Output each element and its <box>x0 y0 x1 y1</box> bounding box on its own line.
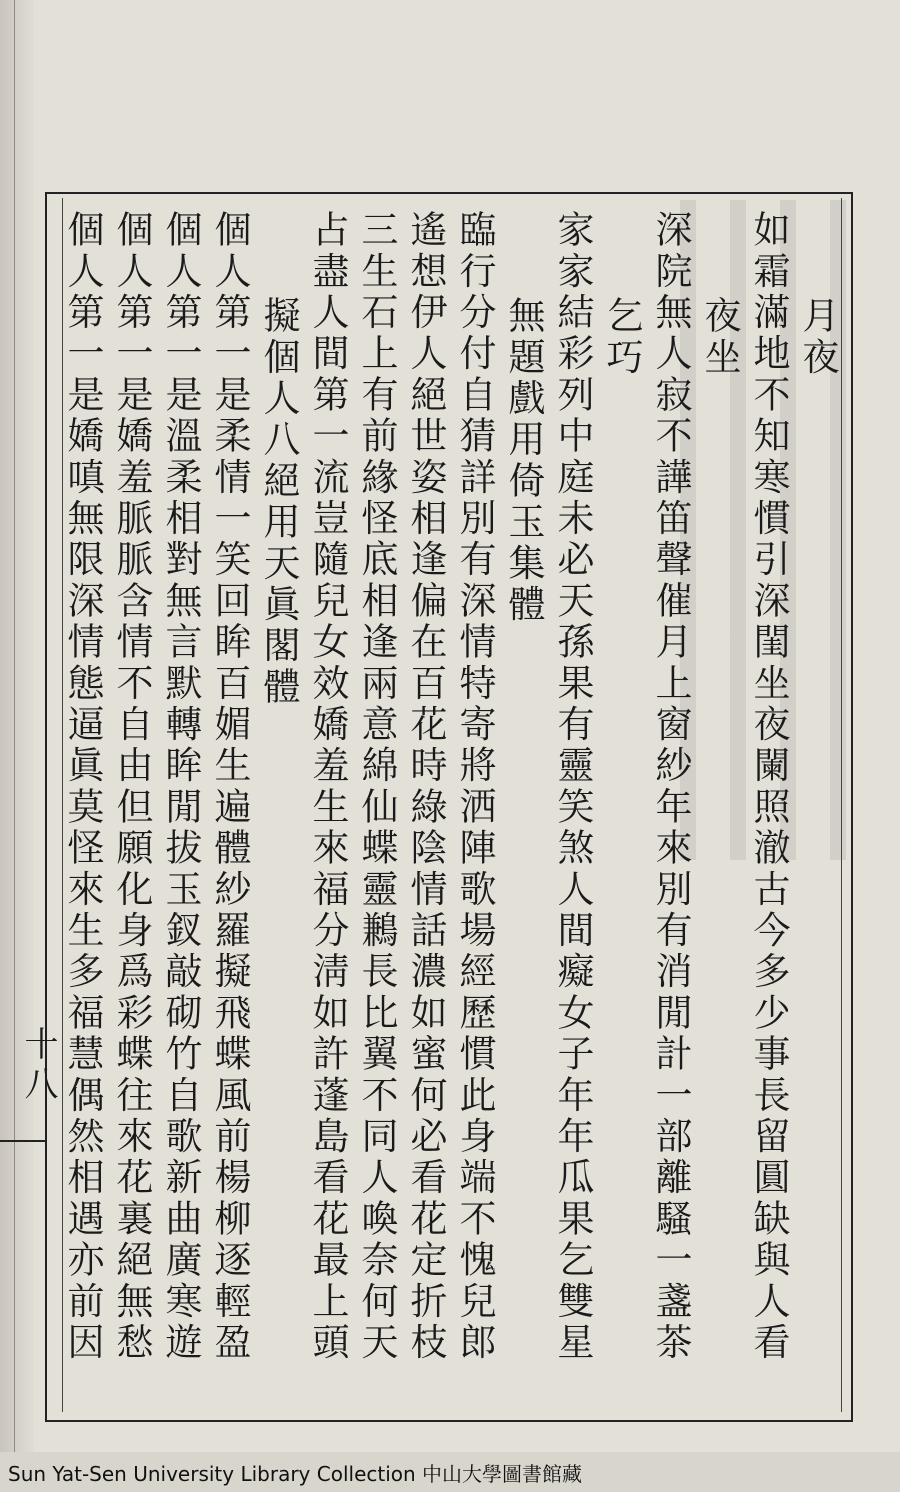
poem-line: 個人第一是嬌羞脈脈含情不自由但願化身爲彩蝶往來花裏絕無愁 <box>110 210 153 1364</box>
poem-line: 家家結彩列中庭未必天孫果有靈笑煞人間癡女子年年瓜果乞雙星 <box>551 210 594 1364</box>
poem-line: 個人第一是溫柔相對無言默轉眸閒拔玉釵敲砌竹自歌新曲廣寒遊 <box>159 210 202 1364</box>
spine-line <box>14 0 15 1452</box>
poem-title: 夜坐 <box>698 296 741 379</box>
collection-watermark: Sun Yat-Sen University Library Collection 中山大學圖書館藏 <box>8 1462 583 1486</box>
poem-line: 如霜滿地不知寒慣引深閨坐夜闌照澈古今多少事長留圓缺與人看 <box>747 210 790 1364</box>
poem-title: 月夜 <box>796 296 839 379</box>
poem-line: 個人第一是嬌嗔無限深情態逼眞莫怪來生多福慧偶然相遇亦前因 <box>61 210 104 1364</box>
poem-line: 深院無人寂不譁笛聲催月上窗紗年來別有消閒計一部離騷一盞茶 <box>649 210 692 1364</box>
folio-rule <box>0 1140 46 1142</box>
poem-line: 個人第一是柔情一笑回眸百媚生遍體紗羅擬飛蝶風前楊柳逐輕盈 <box>208 210 251 1364</box>
poem-title: 乞巧 <box>600 296 643 379</box>
poem-title: 無題戲用倚玉集體 <box>502 296 545 626</box>
poem-line: 三生石上有前緣怪底相逢兩意綿仙蝶靈鶼長比翼不同人喚奈何天 <box>355 210 398 1364</box>
poem-line: 占盡人間第一流豈隨兒女效嬌羞生來福分淸如許蓬島看花最上頭 <box>306 210 349 1364</box>
page-number: 十八 <box>18 1026 58 1106</box>
poem-line: 遙想伊人絕世姿相逢偏在百花時綠陰情話濃如蜜何必看花定折枝 <box>404 210 447 1364</box>
poem-title: 擬個人八絕用天眞閣體 <box>257 296 300 708</box>
poem-line: 臨行分付自猜詳別有深情特寄將洒陣歌場經歷慣此身端不愧兒郎 <box>453 210 496 1364</box>
page-spine <box>0 0 34 1452</box>
